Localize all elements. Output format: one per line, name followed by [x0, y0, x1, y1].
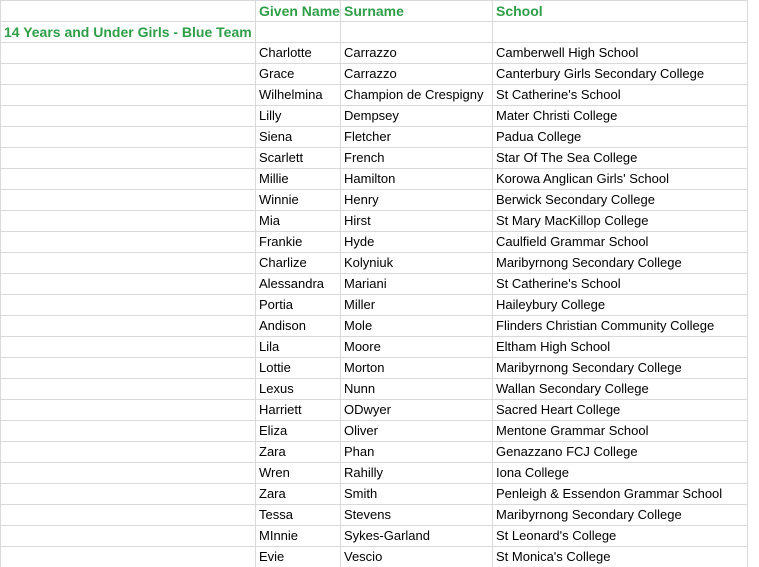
given-name-cell[interactable]: Frankie: [256, 232, 341, 253]
row-blank-cell[interactable]: [1, 526, 256, 547]
table-row: [1, 127, 748, 148]
school-cell[interactable]: Caulfield Grammar School: [493, 232, 748, 253]
table-row: [1, 379, 748, 400]
table-row: [1, 253, 748, 274]
given-name-cell[interactable]: Harriett: [256, 400, 341, 421]
table-row: [1, 547, 748, 567]
empty-cell[interactable]: [493, 22, 748, 43]
school-cell[interactable]: St Leonard's College: [493, 526, 748, 547]
table-row: [1, 337, 748, 358]
given-name-cell[interactable]: Tessa: [256, 505, 341, 526]
row-blank-cell[interactable]: [1, 64, 256, 85]
school-cell[interactable]: St Catherine's School: [493, 85, 748, 106]
school-cell[interactable]: Sacred Heart College: [493, 400, 748, 421]
row-blank-cell[interactable]: [1, 463, 256, 484]
row-blank-cell[interactable]: [1, 421, 256, 442]
empty-cell[interactable]: [256, 22, 341, 43]
table-row: [1, 190, 748, 211]
surname-cell[interactable]: Champion de Crespigny: [341, 85, 493, 106]
row-blank-cell[interactable]: [1, 379, 256, 400]
school-cell[interactable]: St Catherine's School: [493, 274, 748, 295]
given-name-cell[interactable]: Siena: [256, 127, 341, 148]
school-header[interactable]: School: [493, 1, 748, 22]
given-name-cell[interactable]: Zara: [256, 442, 341, 463]
table-row: [1, 358, 748, 379]
surname-cell[interactable]: Hamilton: [341, 169, 493, 190]
school-cell[interactable]: Padua College: [493, 127, 748, 148]
surname-cell[interactable]: Rahilly: [341, 463, 493, 484]
school-cell[interactable]: Star Of The Sea College: [493, 148, 748, 169]
row-blank-cell[interactable]: [1, 337, 256, 358]
table-row: [1, 274, 748, 295]
school-cell[interactable]: Genazzano FCJ College: [493, 442, 748, 463]
table-row: [1, 295, 748, 316]
cell-a1[interactable]: [1, 1, 256, 22]
given-name-cell[interactable]: Alessandra: [256, 274, 341, 295]
given-name-cell[interactable]: Millie: [256, 169, 341, 190]
header-row: [1, 1, 748, 22]
table-row: [1, 400, 748, 421]
table-row: [1, 442, 748, 463]
row-blank-cell[interactable]: [1, 148, 256, 169]
team-label[interactable]: 14 Years and Under Girls - Blue Team: [1, 22, 256, 43]
given-name-cell[interactable]: Grace: [256, 64, 341, 85]
given-name-cell[interactable]: Charlotte: [256, 43, 341, 64]
surname-cell[interactable]: Oliver: [341, 421, 493, 442]
surname-cell[interactable]: Mole: [341, 316, 493, 337]
surname-cell[interactable]: Hyde: [341, 232, 493, 253]
school-cell[interactable]: Wallan Secondary College: [493, 379, 748, 400]
school-cell[interactable]: Camberwell High School: [493, 43, 748, 64]
surname-cell[interactable]: ODwyer: [341, 400, 493, 421]
row-blank-cell[interactable]: [1, 190, 256, 211]
row-blank-cell[interactable]: [1, 442, 256, 463]
school-cell[interactable]: Eltham High School: [493, 337, 748, 358]
school-cell[interactable]: St Monica's College: [493, 547, 748, 567]
given-name-cell[interactable]: Charlize: [256, 253, 341, 274]
surname-cell[interactable]: Henry: [341, 190, 493, 211]
row-blank-cell[interactable]: [1, 316, 256, 337]
row-blank-cell[interactable]: [1, 358, 256, 379]
given-name-header[interactable]: Given Name: [256, 1, 341, 22]
table-row: [1, 463, 748, 484]
surname-cell[interactable]: Dempsey: [341, 106, 493, 127]
school-cell[interactable]: Maribyrnong Secondary College: [493, 253, 748, 274]
given-name-cell[interactable]: MInnie: [256, 526, 341, 547]
row-blank-cell[interactable]: [1, 85, 256, 106]
given-name-cell[interactable]: Andison: [256, 316, 341, 337]
row-blank-cell[interactable]: [1, 547, 256, 567]
table-row: [1, 505, 748, 526]
given-name-cell[interactable]: Eliza: [256, 421, 341, 442]
surname-cell[interactable]: Mariani: [341, 274, 493, 295]
table-row: [1, 232, 748, 253]
table-row: [1, 484, 748, 505]
surname-cell[interactable]: Fletcher: [341, 127, 493, 148]
school-cell[interactable]: Flinders Christian Community College: [493, 316, 748, 337]
team-label-row: [1, 22, 748, 43]
school-cell[interactable]: Penleigh & Essendon Grammar School: [493, 484, 748, 505]
surname-cell[interactable]: Carrazzo: [341, 43, 493, 64]
row-blank-cell[interactable]: [1, 169, 256, 190]
school-cell[interactable]: Maribyrnong Secondary College: [493, 358, 748, 379]
table-row: [1, 64, 748, 85]
surname-cell[interactable]: Smith: [341, 484, 493, 505]
given-name-cell[interactable]: Evie: [256, 547, 341, 567]
given-name-cell[interactable]: Winnie: [256, 190, 341, 211]
surname-cell[interactable]: Hirst: [341, 211, 493, 232]
table-row: [1, 316, 748, 337]
table-row: [1, 106, 748, 127]
row-blank-cell[interactable]: [1, 232, 256, 253]
given-name-cell[interactable]: Mia: [256, 211, 341, 232]
given-name-cell[interactable]: Lottie: [256, 358, 341, 379]
surname-cell[interactable]: French: [341, 148, 493, 169]
given-name-cell[interactable]: Wilhelmina: [256, 85, 341, 106]
given-name-cell[interactable]: Lexus: [256, 379, 341, 400]
school-cell[interactable]: Mater Christi College: [493, 106, 748, 127]
school-cell[interactable]: Mentone Grammar School: [493, 421, 748, 442]
table-row: [1, 169, 748, 190]
table-row: [1, 43, 748, 64]
school-cell[interactable]: Canterbury Girls Secondary College: [493, 64, 748, 85]
given-name-cell[interactable]: Portia: [256, 295, 341, 316]
row-blank-cell[interactable]: [1, 484, 256, 505]
table-row: [1, 211, 748, 232]
row-blank-cell[interactable]: [1, 400, 256, 421]
table-row: [1, 148, 748, 169]
surname-cell[interactable]: Sykes-Garland: [341, 526, 493, 547]
empty-cell[interactable]: [341, 22, 493, 43]
surname-cell[interactable]: Nunn: [341, 379, 493, 400]
surname-header[interactable]: Surname: [341, 1, 493, 22]
table-row: [1, 85, 748, 106]
surname-cell[interactable]: Miller: [341, 295, 493, 316]
table-row: [1, 526, 748, 547]
surname-cell[interactable]: Moore: [341, 337, 493, 358]
surname-cell[interactable]: Phan: [341, 442, 493, 463]
given-name-cell[interactable]: Zara: [256, 484, 341, 505]
surname-cell[interactable]: Carrazzo: [341, 64, 493, 85]
school-cell[interactable]: Iona College: [493, 463, 748, 484]
school-cell[interactable]: Korowa Anglican Girls' School: [493, 169, 748, 190]
given-name-cell[interactable]: Wren: [256, 463, 341, 484]
given-name-cell[interactable]: Scarlett: [256, 148, 341, 169]
row-blank-cell[interactable]: [1, 127, 256, 148]
school-cell[interactable]: Haileybury College: [493, 295, 748, 316]
table-row: [1, 421, 748, 442]
row-blank-cell[interactable]: [1, 253, 256, 274]
row-blank-cell[interactable]: [1, 505, 256, 526]
row-blank-cell[interactable]: [1, 211, 256, 232]
school-cell[interactable]: Berwick Secondary College: [493, 190, 748, 211]
surname-cell[interactable]: Stevens: [341, 505, 493, 526]
surname-cell[interactable]: Morton: [341, 358, 493, 379]
row-blank-cell[interactable]: [1, 295, 256, 316]
row-blank-cell[interactable]: [1, 106, 256, 127]
surname-cell[interactable]: Vescio: [341, 547, 493, 567]
school-cell[interactable]: Maribyrnong Secondary College: [493, 505, 748, 526]
surname-cell[interactable]: Kolyniuk: [341, 253, 493, 274]
row-blank-cell[interactable]: [1, 43, 256, 64]
school-cell[interactable]: St Mary MacKillop College: [493, 211, 748, 232]
row-blank-cell[interactable]: [1, 274, 256, 295]
given-name-cell[interactable]: Lilly: [256, 106, 341, 127]
given-name-cell[interactable]: Lila: [256, 337, 341, 358]
